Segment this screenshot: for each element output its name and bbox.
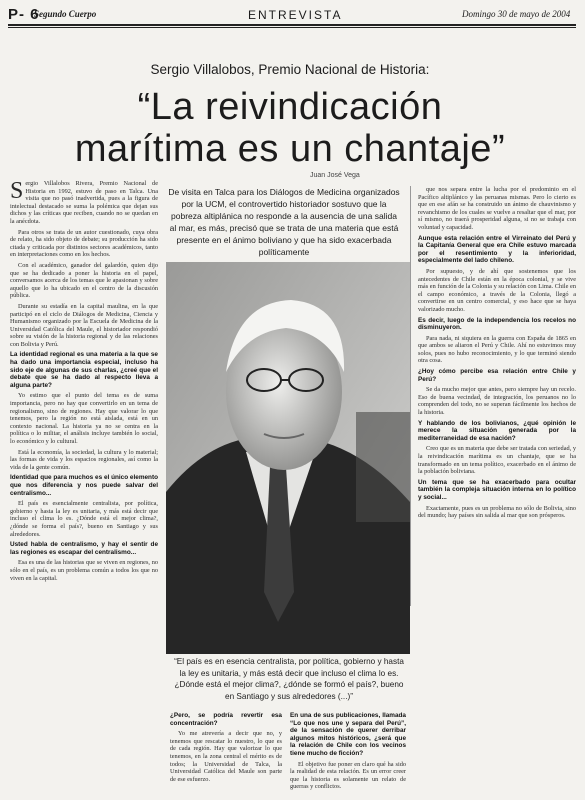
paragraph: Se da mucho mejor que antes, pero siempre hay un recelo. Eso de buena vecindad, de integración, los peruanos no lo comprenden del todo, no se superan fácilmente los hechos de la historia. bbox=[418, 386, 576, 417]
paragraph: Con el académico, ganador del galardón, quien dijo que se ha dedicado a poner la historia en el papel, conversamos acerca de los temas que le apasionan y sobre aquello que lo ha ubicado en el centro de la discusión pública. bbox=[10, 261, 158, 300]
interview-question: ¿Pero, se podría revertir esa concentración? bbox=[170, 712, 282, 727]
paragraph: Yo me atrevería a decir que no, y tenemos que rescatar lo nuestro, lo que es de cada región. Hay que valorizar lo que tenemos, en la zona central el mérito es de todos; la Universidad de Talca, la Universidad Católica del Maule son parte de ese esfuerzo. bbox=[170, 730, 282, 783]
pull-quote: “El país es en esencia centralista, por política, gobierno y hasta la ley es unitaria, y más está decir que incluso el clima lo es. ¿Dónde está el mejor clima?, ¿dónde se formó el país?, bueno en Santiago y sus alrededores (...)” bbox=[174, 657, 404, 701]
drop-cap: S bbox=[10, 180, 24, 204]
interview-question: Un tema que se ha exacerbado para ocultar también la compleja situación interna en lo político y social... bbox=[418, 478, 576, 501]
page-number: P- 6 bbox=[8, 6, 40, 23]
interview-question: Es decir, luego de la independencia los recelos no disminuyeron. bbox=[418, 316, 576, 332]
paragraph: El objetivo fue poner en claro qué ha sido la realidad de esta relación. Es un error creer que la historia es solamente un relato de guerras y conflictos. bbox=[290, 760, 406, 791]
interview-question: Aunque esta relación entre el Virreinato del Perú y la Capitanía General que era Chile estuvo marcada por el resentimiento y la inferioridad, especialmente del lado chileno. bbox=[418, 234, 576, 265]
headline-line-1: “La reivindicación bbox=[137, 86, 443, 128]
portrait-illustration bbox=[166, 262, 410, 654]
bottom-right-column bbox=[290, 712, 406, 796]
paragraph: Esa es una de las historias que se viven en regiones, no sólo en el país, es un problema común a todos los que no viven en la capital. bbox=[10, 559, 158, 582]
header-rule-thin bbox=[8, 27, 576, 28]
paragraph: Está la economía, la sociedad, la cultura y lo material; las formas de vida y los espacios regionales, así como la vida de la gente común. bbox=[10, 448, 158, 471]
paragraph: Creo que es un materia que debe ser tratada con seriedad, y la reivindicación marítima es un chantaje, que se ha transformado en un tema político, exacerbado en el ánimo de la población boliviana. bbox=[418, 445, 576, 476]
interview-question: En una de sus publicaciones, llamada “Lo que nos une y separa del Perú”, de la sensación de querer derribar algunos mitos históricos, ¿será que la relación de Chile con los vecinos tiene mucho de ficción? bbox=[290, 712, 406, 757]
bottom-left-column bbox=[170, 712, 282, 796]
interview-question: Identidad que para muchos es el único elemento que nos diferencia y nos puede salvar del centralismo... bbox=[10, 474, 158, 497]
column-divider bbox=[410, 186, 411, 606]
paragraph: El país es esencialmente centralista, por política, gobierno y hasta la ley es unitaria, y más está decir que incluso el clima lo es. ¿Dónde está el mejor clima?, ¿dónde se forma el país?, bueno en Santiago y sus alrededores. bbox=[10, 500, 158, 538]
issue-date: Domingo 30 de mayo de 2004 bbox=[462, 9, 571, 19]
interview-question: Usted habla de centralismo, y hay el sentir de las regiones es escapar del centralismo... bbox=[10, 541, 158, 556]
paragraph: Yo estimo que el punto del tema es de suma importancia, pero no hay que convertirlo en un tema de regionalismo, sino de regiones. Hay que valorar lo que tenemos, pero la región no está aislada, está en un contexto nacional. La historia ya no se centra en la política o lo militar, el análisis incluye también lo social, lo económico y lo cultural. bbox=[10, 392, 158, 445]
headline bbox=[40, 86, 540, 170]
paragraph: Para nada, ni siquiera en la guerra con España de 1865 en que ambos se aliaron el Perú y Chile. Ahí no estuvimos muy solos, pues no hubo reconocimiento, y lo que terminó siendo otra cosa. bbox=[418, 334, 576, 365]
right-column bbox=[418, 186, 576, 792]
paragraph: Exactamente, pues es un problema no sólo de Bolivia, sino del mundo; hay países sin salida al mar que son prósperos. bbox=[418, 504, 576, 520]
paragraph: ergio Villalobos Rivera, Premio Nacional de Historia en 1992, estuvo de paso en Talca. Una visita que no pasó inadvertida, pues a la figura de intelectual destacado se suma la polémica que dejan sus dichos y las críticas que reciben, cuando no se quedan en la anécdota. bbox=[10, 180, 158, 225]
section-name: Segundo Cuerpo bbox=[34, 9, 97, 19]
interview-question: ¿Hoy cómo percibe esa relación entre Chile y Perú? bbox=[418, 368, 576, 383]
lead-paragraph: De visita en Talca para los Diálogos de Medicina organizados por la UCM, el controvertido historiador sostuvo que la pobreza altiplánica no responde a la ausencia de una salida al mar, es más, precisó que se trata de una materia que está presente en el ánimo boliviano y que ha sido exacerbada políticamente bbox=[168, 187, 400, 257]
headline-line-2: marítima es un chantaje” bbox=[74, 128, 506, 170]
byline: Juan José Vega bbox=[310, 172, 360, 179]
interview-question: La identidad regional es una materia a la que se ha dado una importancia especial, incluso ha sido eje de algunas de sus charlas, ¿creé que el debate que se ha dado al respecto lleva a alguna parte? bbox=[10, 351, 158, 389]
headline-deck: Sergio Villalobos, Premio Nacional de Historia: bbox=[150, 62, 430, 77]
paragraph: Para otros se trata de un autor cuestionado, cuya obra de relato, ha sido objeto de debate; su producción ha sido citada y criticada por distintos sectores académicos, tanto en interpretaciones como en los hechos. bbox=[10, 228, 158, 259]
paragraph: Durante su estadía en la capital maulina, en la que participó en el ciclo de Diálogos de Medicina, Ciencia y Humanismo organizado por la Escuela de Medicina de la Universidad Católica del Maule, el historiador respondió sobre su visión de la historia regional y de las relaciones con Bolivia y Perú. bbox=[10, 302, 158, 348]
header-rule bbox=[8, 24, 576, 26]
paragraph: que nos separa entre la lucha por el predominio en el Pacífico altiplánico y las peruanas mismas. Pero lo cierto es que en ese afán se ha construido un ánimo de chauvinismo y revanchismo de los cuales se vuelve a resaltar que el mar, por sí mismo, no traerá prosperidad alguna, si no se trabaja con voluntad y capacidad. bbox=[418, 186, 576, 231]
paragraph: Por supuesto, y de ahí que sostenemos que los antecedentes de Chile están en la época colonial, y se vive más en función de la Colonia y su relación con Lima. Chile en el campo económico, a través de la Colonia, llegó a convertirse en un centro comercial, y eso hace que se haya valorizado mucho. bbox=[418, 267, 576, 313]
interview-question: Y hablando de los bolivianos, ¿qué opinión le merece la situación generada por la mediterraneidad de esa nación? bbox=[418, 419, 576, 442]
portrait-photo bbox=[166, 262, 410, 654]
left-column bbox=[10, 180, 158, 792]
section-kicker: ENTREVISTA bbox=[248, 8, 343, 22]
